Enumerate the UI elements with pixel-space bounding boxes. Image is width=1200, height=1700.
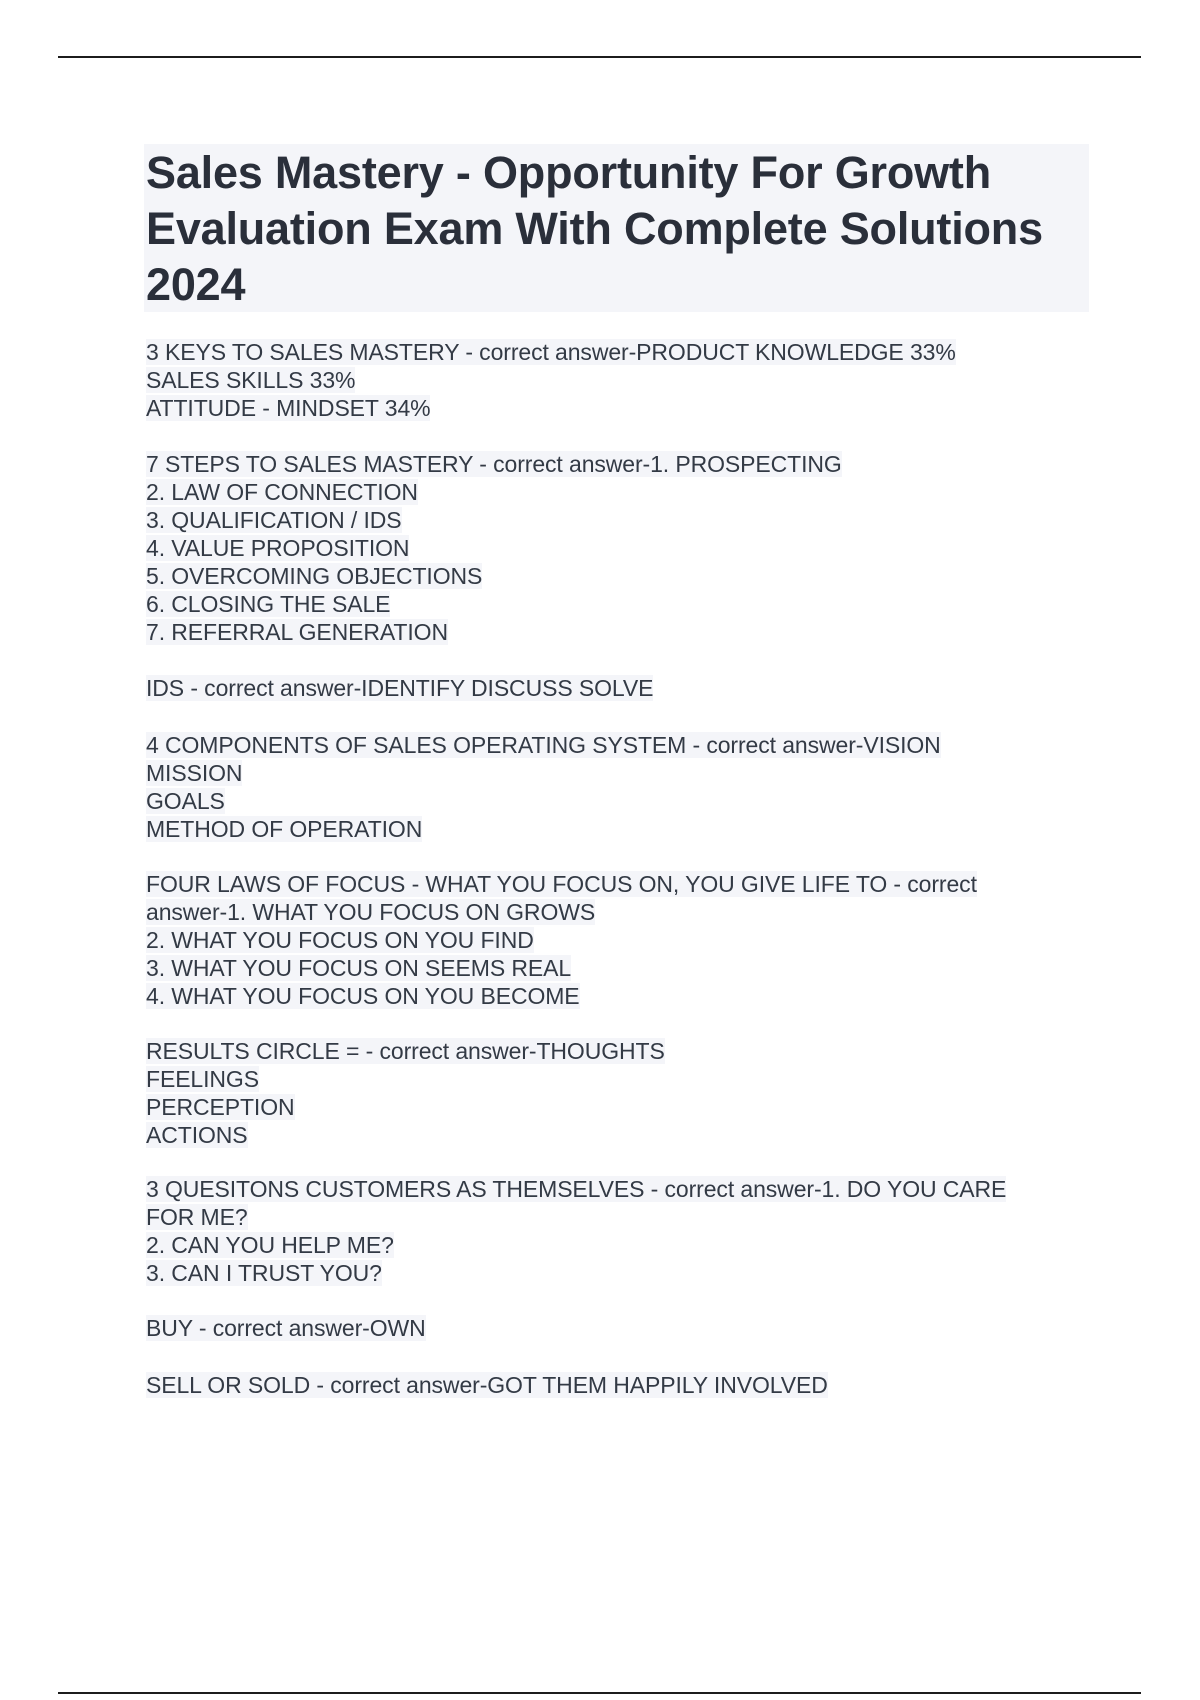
qa-entry [146,450,1086,646]
qa-entry [146,338,1086,422]
qa-entry-text: 3 KEYS TO SALES MASTERY - correct answer-PRODUCT KNOWLEDGE 33% SALES SKILLS 33% ATTITUDE - MINDSET 34% [146,339,956,421]
qa-entry-text: RESULTS CIRCLE = - correct answer-THOUGHTS FEELINGS PERCEPTION ACTIONS [146,1038,665,1148]
qa-entry [146,1371,1086,1399]
qa-entry [146,731,1086,843]
qa-entry [146,1314,1086,1342]
qa-entry [146,870,1086,1010]
qa-entry-text: 4 COMPONENTS OF SALES OPERATING SYSTEM - correct answer-VISION MISSION GOALS METHOD OF OPERATION [146,732,941,842]
qa-entry [146,1037,1086,1149]
qa-entry-text: 7 STEPS TO SALES MASTERY - correct answer-1. PROSPECTING 2. LAW OF CONNECTION 3. QUALIFICATION / IDS 4. VALUE PROPOSITION 5. OVERCOMING OBJECTIONS 6. CLOSING THE SALE 7. REFERRAL GENERATION [146,451,842,645]
qa-entry-text: IDS - correct answer-IDENTIFY DISCUSS SOLVE [146,675,654,701]
qa-entry-text: BUY - correct answer-OWN [146,1315,426,1341]
qa-entry-text: 3 QUESITONS CUSTOMERS AS THEMSELVES - correct answer-1. DO YOU CARE FOR ME? 2. CAN YOU HELP ME? 3. CAN I TRUST YOU? [146,1176,1007,1286]
qa-entry [146,1175,1086,1287]
bottom-rule [58,1692,1141,1694]
qa-entry-text: FOUR LAWS OF FOCUS - WHAT YOU FOCUS ON, YOU GIVE LIFE TO - correct answer-1. WHAT YOU FOCUS ON GROWS 2. WHAT YOU FOCUS ON YOU FIND 3. WHAT YOU FOCUS ON SEEMS REAL 4. WHAT YOU FOCUS ON YOU BECOME [146,871,977,1009]
qa-entry [146,674,1086,702]
qa-entry-text: SELL OR SOLD - correct answer-GOT THEM HAPPILY INVOLVED [146,1372,828,1398]
document-title: Sales Mastery - Opportunity For Growth Evaluation Exam With Complete Solutions 2024 [146,147,1043,310]
